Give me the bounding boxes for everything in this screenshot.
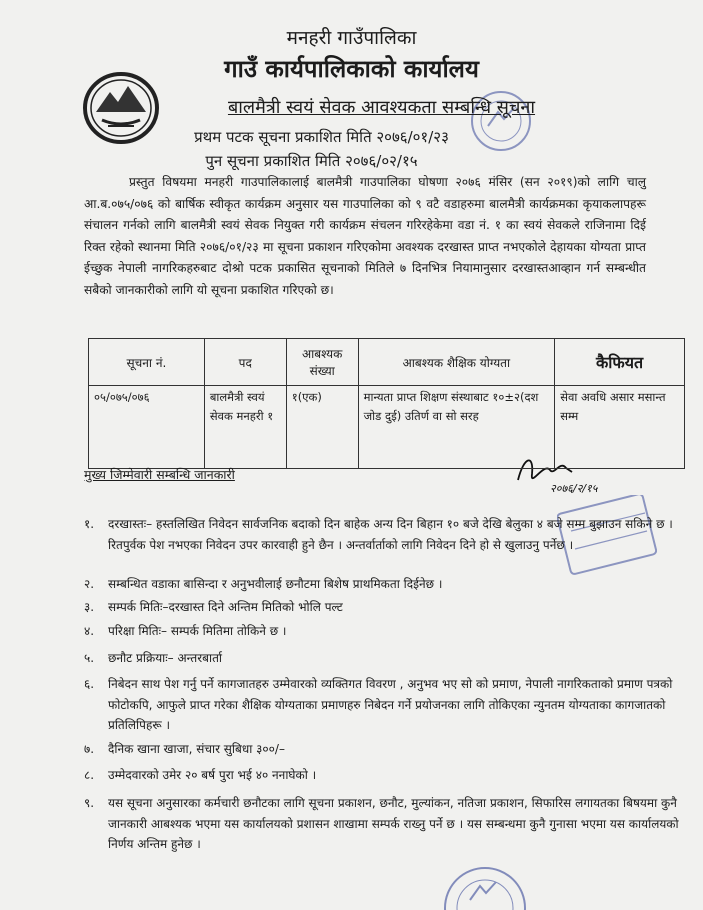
col-header-required-number: आबश्यक संख्या — [286, 339, 358, 386]
signature-date: २०७६/२/१५ — [550, 482, 598, 495]
col-header-post: पद — [204, 339, 286, 386]
item-text: उम्मेदवारको उमेर २० बर्ष पुरा भई ४० ननाघेको । — [108, 768, 317, 782]
item-text: परिक्षा मितिः– सम्पर्क मितिमा तोकिने छ । — [108, 624, 287, 638]
municipality-name: मनहरी गाउँपालिका — [286, 27, 417, 49]
item-number: ३. — [84, 600, 95, 614]
republished-date: पुन सूचना प्रकाशित मिति २०७६/०२/१५ — [205, 152, 418, 170]
item-number: २. — [84, 577, 95, 591]
item-text: यस सूचना अनुसारका कर्मचारी छनौटका लागि सूचना प्रकाशन, छनौट, मुल्यांकन, नतिजा प्रकाशन, सिफारिस लगायतका बिषयमा कुनै जानकारी आबश्यक भएमा यस कार्यालयको प्रशासन शाखामा सम्पर्क राख्नु पर्ने छ । यस सम्बन्धमा कुनै गुनासा भएमा यस कार्यालयको निर्णय अन्तिम हुनेछ । — [108, 796, 679, 851]
item-text: निबेदन साथ पेश गर्नु पर्ने कागजातहरु उम्मेवारको व्यक्तिगत विवरण , अनुभव भए सो को प्रमाण, नेपाली नागरिकताको प्रमाण पत्रको फोटोकपि, आफुले प्राप्त गरेका शैक्षिक योग्यताका प्रमाणहरु निबेदन गर्ने प्रयोजनका लागि तोकिएका न्युनतम योग्यताका कागजातको प्रतिलिपिहरू । — [108, 677, 673, 732]
item-text: दरखास्तः– हस्तलिखित निवेदन सार्वजनिक बदाको दिन बाहेक अन्य दिन बिहान १० बजे देखि बेलुका ४ बजे सम्म बुझाउन सकिने छ । रितपुर्वक पेश नभएका निवेदन उपर कारवाही हुने छैन । अन्तर्वार्ताको लागि निवेदन दिने हो से खुलाउनु पर्नेछ । — [108, 517, 673, 552]
table-header-row — [89, 339, 685, 386]
col-header-qualification: आबश्यक शैक्षिक योग्यता — [358, 339, 555, 386]
col-header-remarks: कैफियत — [555, 339, 685, 386]
item-number: १. — [84, 517, 95, 531]
item-text: सम्बन्धित वडाका बासिन्दा र अनुभवीलाई छनौटमा बिशेष प्राथमिकता दिईनेछ । — [108, 577, 443, 591]
item-number: ८. — [84, 768, 95, 782]
item-number: ५. — [84, 651, 95, 665]
table-row — [89, 386, 685, 469]
item-number: ६. — [84, 677, 95, 691]
cell-required-number: १(एक) — [286, 386, 358, 469]
first-published-date: प्रथम पटक सूचना प्रकाशित मिति २०७६/०१/२३ — [194, 128, 449, 146]
vacancy-table — [88, 338, 685, 469]
office-title: गाउँ कार्यपालिकाको कार्यालय — [224, 55, 479, 83]
col-header-notice-no: सूचना नं. — [89, 339, 205, 386]
office-stamp-bottom — [440, 860, 530, 910]
body-paragraph — [84, 172, 646, 301]
cell-qualification: मान्यता प्राप्त शिक्षण संस्थाबाट १०±२(दश जोड दुई) उतिर्ण वा सो सरह — [358, 386, 555, 469]
item-number: ७. — [84, 742, 95, 756]
cell-remarks: सेवा अवधि असार मसान्त सम्म — [555, 386, 685, 469]
cell-notice-no: ०५/०७५/०७६ — [89, 386, 205, 469]
item-text: दैनिक खाना खाजा, संचार सुबिधा ३००/– — [108, 742, 285, 756]
item-number: ९. — [84, 796, 95, 810]
item-text: सम्पर्क मितिः–दरखास्त दिने अन्तिम मितिको भोलि पल्ट — [108, 600, 343, 614]
cell-post: बालमैत्री स्वयं सेवक मनहरी १ — [204, 386, 286, 469]
item-number: ४. — [84, 624, 95, 638]
body-paragraph-text: प्रस्तुत विषयमा मनहरी गाउपालिकालाई बालमैत्री गाउपालिका घोषणा २०७६ मंसिर (सन २०१९)को लागि चालु आ.ब.०७५/०७६ को बार्षिक स्वीकृत कार्यक्रम अनुसार यस गाउपालिका को ९ वटै वडाहरुमा बालमैत्री कार्यक्रमका कृयाकलापहरू संचालन गर्नको लागि बालमैत्री स्वयं सेवक नियुक्त गरी कार्यक्रम संचलन गरिरहेकेमा वडा नं. १ का स्वयं सेवकले राजिनामा दिई रिक्त रहेको स्थानमा मिति २०७६/०१/२३ मा सूचना प्रकाशन गरिएकोमा अवश्यक दरखास्त प्राप्त नभएकोले देहायका योग्यता प्राप्त ईच्छुक नेपाली नागरिकहरुबाट दोश्रो पटक प्रकासित सूचनाको मितिले ७ दिनभित्र नियामानुसार दरखास्तआव्हान गर्न सम्बन्धीत सबैको जानकारीको लागि यो सूचना प्रकाशित गरिएको छ। — [84, 175, 646, 297]
item-text: छनौट प्रक्रियाः– अन्तरबार्ता — [108, 651, 223, 665]
duties-section-title: मुख्य जिम्मेवारी सम्बन्धि जानकारी — [84, 467, 235, 482]
notice-subject: बालमैत्री स्वयं सेवक आवश्यकता सम्बन्धि सूचना — [227, 97, 536, 118]
